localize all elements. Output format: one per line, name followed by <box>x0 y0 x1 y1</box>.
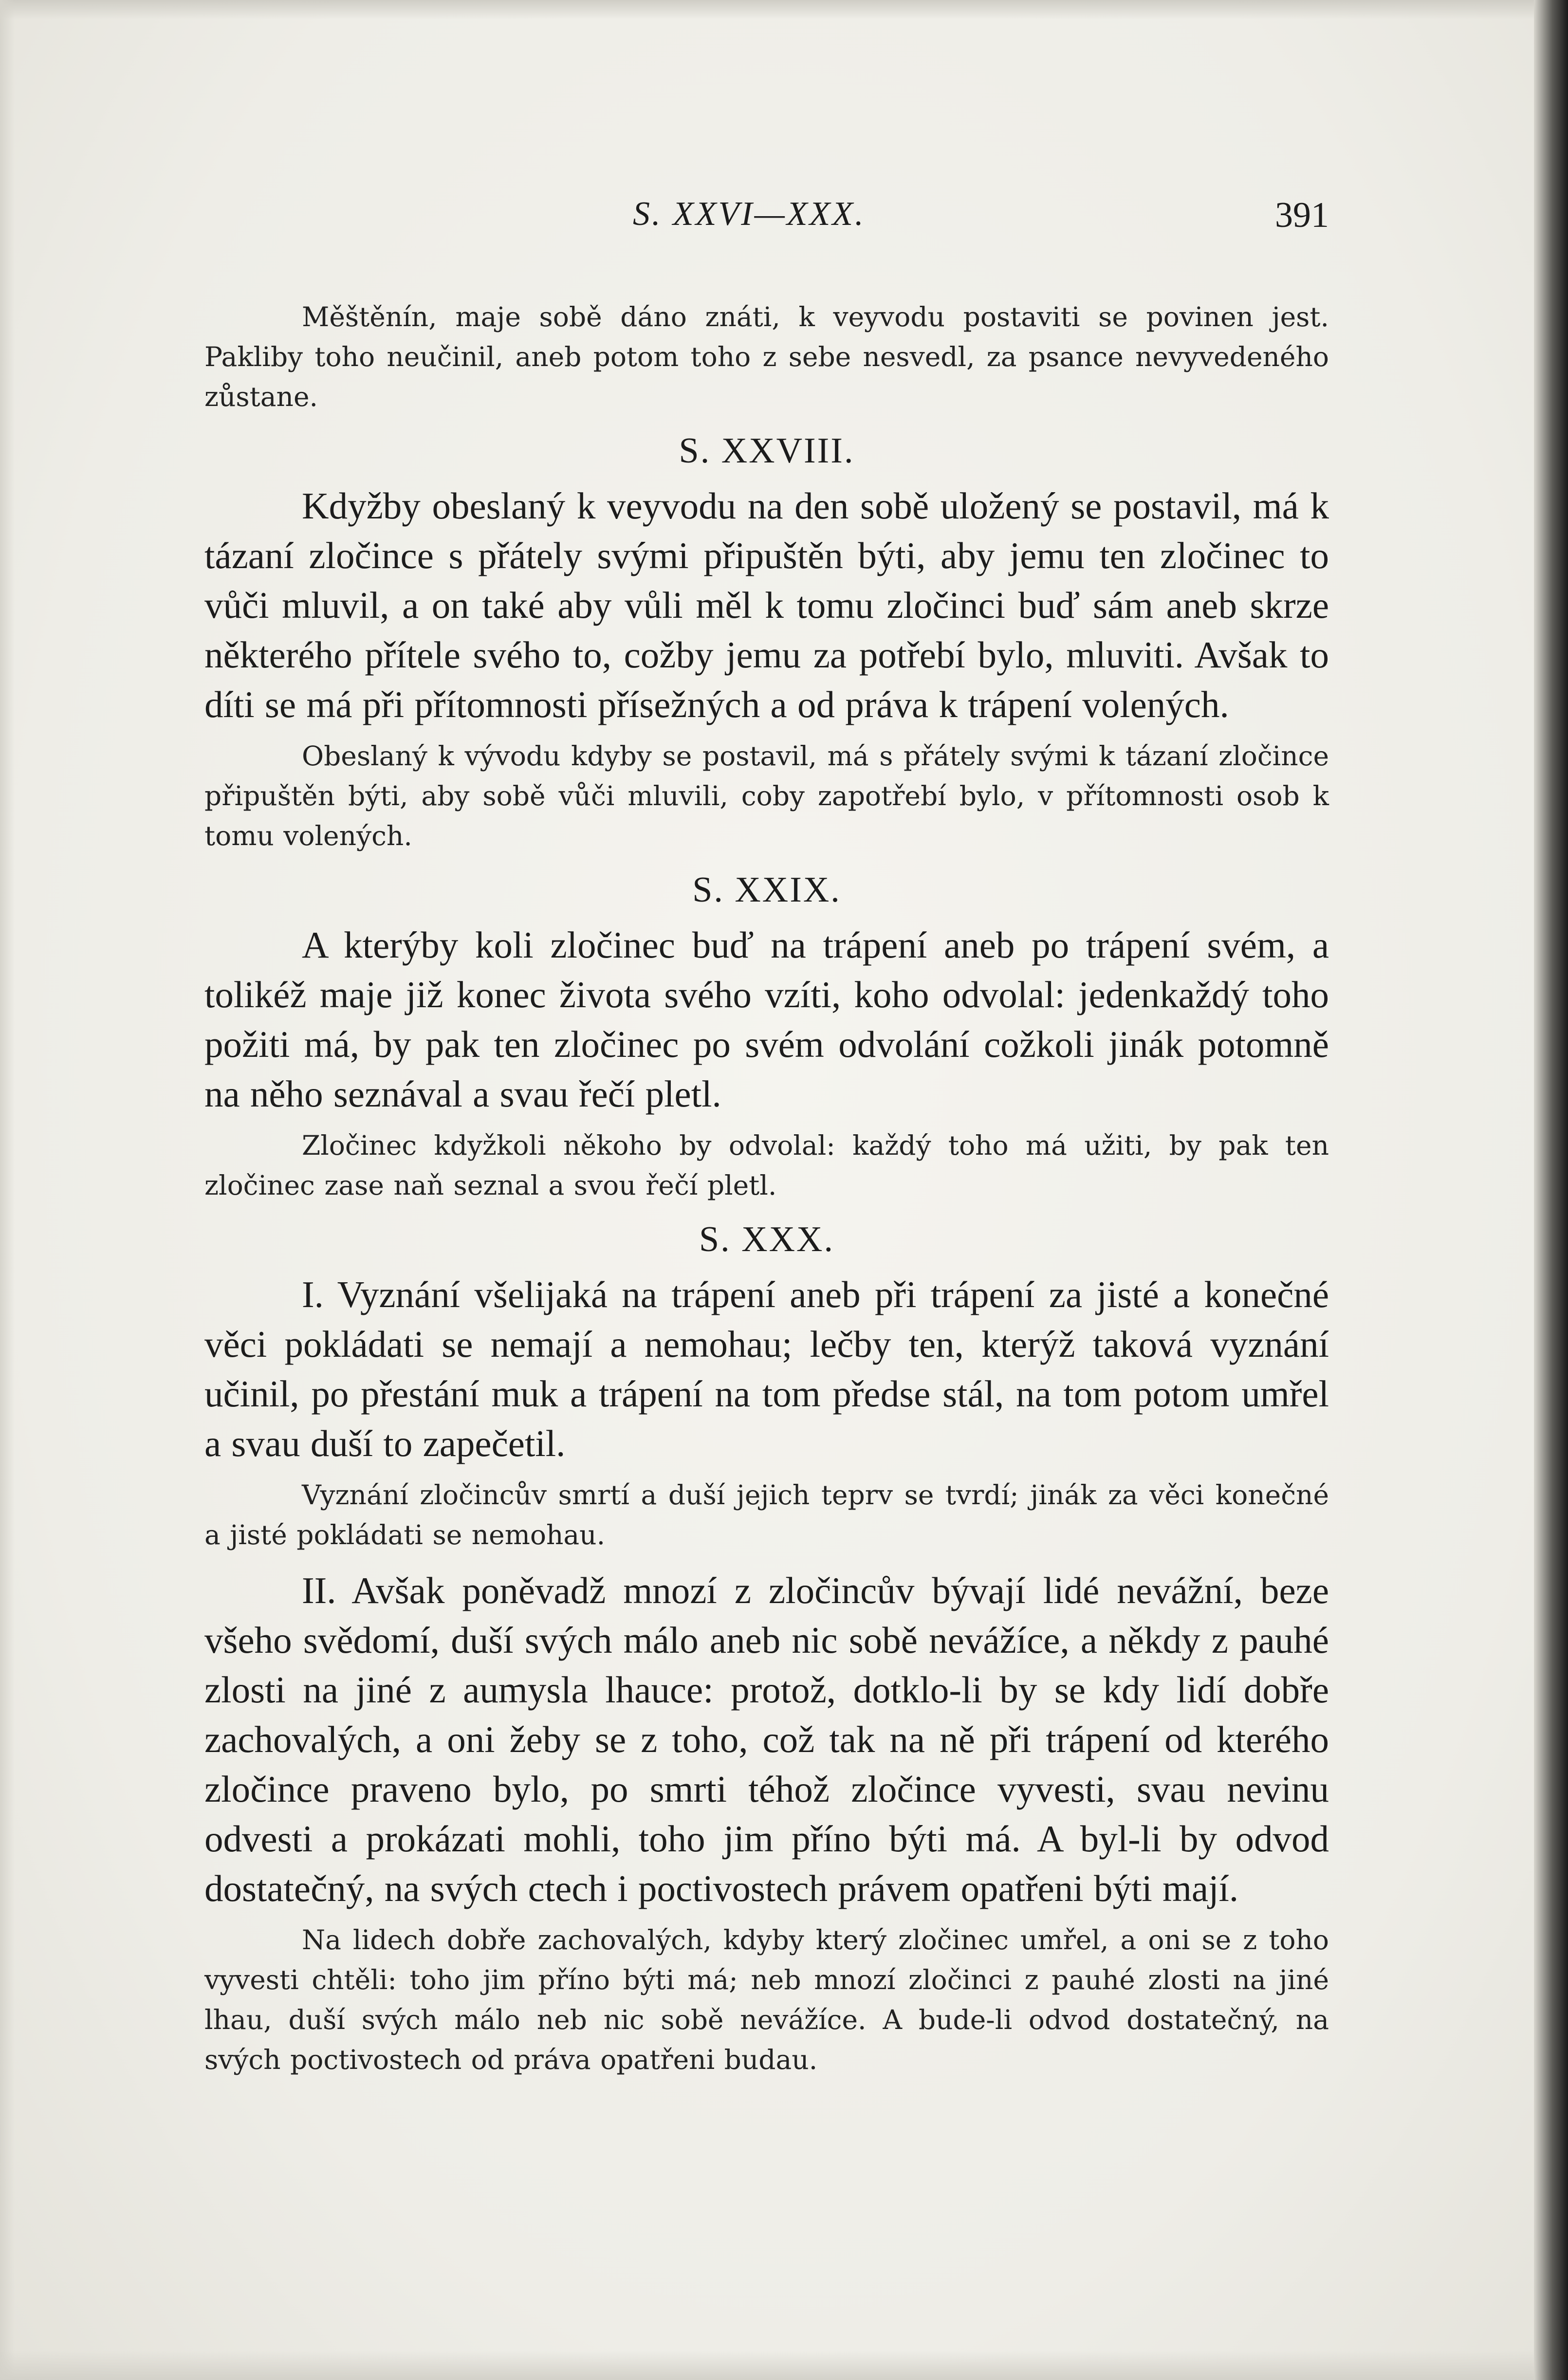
running-head: S. XXVI—XXX. <box>633 195 866 233</box>
page-edge-right <box>1534 0 1568 2380</box>
section-body-xxx-part-1: I. Vyznání všelijaká na trápení aneb při trápení za jisté a konečné věci pokládati se nemají a nemohau; lečby ten, kterýž taková vyznání učinil, po přestání muk a trápení na tom předse stál, na tom potom umřel a svau duší to zapečetil. <box>204 1273 1329 1464</box>
page-edge-bottom <box>0 2351 1568 2380</box>
page-header <box>633 195 1329 253</box>
summary-note-xxix: Zločinec kdyžkoli někoho by odvolal: každý toho má užiti, by pak ten zločinec zase naň seznal a svou řečí pletl. <box>204 1130 1329 1201</box>
section-title-xxviii: S. XXVIII. <box>679 431 855 471</box>
text-column <box>204 297 1329 2090</box>
page-number: 391 <box>1275 195 1329 235</box>
section-body-xxx-part-2: II. Avšak poněvadž mnozí z zločincův bývají lidé nevážní, beze všeho svědomí, duší svých málo aneb nic sobě nevážíce, a někdy z pauhé zlosti na jiné z aumysla lhauce: protož, dotklo-li by se kdy lidí dobře zachovalých, a oni žeby se z toho, což tak na ně při trápení od kterého zločince praveno bylo, po smrti téhož zločince vyvesti, svau nevinu odvesti a prokázati mohli, toho jim příno býti má. A byl-li by odvod dostatečný, na svých ctech i poctivostech právem opatřeni býti mají. <box>204 1569 1329 1909</box>
marginal-summary-note: Měštěnín, maje sobě dáno znáti, k veyvodu postaviti se povinen jest. Pakliby toho neučinil, aneb potom toho z sebe nesvedl, za psance nevyvedeného zůstane. <box>204 301 1329 412</box>
page-edge-top <box>0 0 1568 19</box>
section-title-xxx: S. XXX. <box>699 1219 834 1259</box>
section-title-xxix: S. XXIX. <box>692 870 841 910</box>
section-body-xxviii: Kdyžby obeslaný k veyvodu na den sobě uložený se postavil, má k tázaní zločince s přátely svými připuštěn býti, aby jemu ten zločinec to vůči mluvil, a on také aby vůli měl k tomu zločinci buď sám aneb skrze některého přítele svého to, cožby jemu za potřebí bylo, mluviti. Avšak to díti se má při přítomnosti přísežných a od práva k trápení volených. <box>204 485 1329 725</box>
section-body-xxix: A kterýby koli zločinec buď na trápení aneb po trápení svém, a tolikéž maje již konec života svého vzíti, koho odvolal: jedenkaždý toho požiti má, by pak ten zločinec po svém odvolání cožkoli jinák potomně na něho seznával a svau řečí pletl. <box>204 924 1329 1115</box>
summary-note-xxviii: Obeslaný k vývodu kdyby se postavil, má s přátely svými k tázaní zločince připuštěn býti, aby sobě vůči mluvili, coby zapotřebí bylo, v přítomnosti osob k tomu volených. <box>204 740 1329 851</box>
summary-note-xxx-part-1: Vyznání zločincův smrtí a duší jejich teprv se tvrdí; jinák za věci konečné a jisté pokládati se nemohau. <box>204 1479 1329 1550</box>
summary-note-xxx-part-2: Na lidech dobře zachovalých, kdyby který zločinec umřel, a oni se z toho vyvesti chtěli: toho jim příno býti má; neb mnozí zločinci z pauhé zlosti na jiné lhau, duší svých málo neb nic sobě nevážíce. A bude-li odvod dostatečný, na svých poctivostech od práva opatřeni budau. <box>204 1924 1329 2075</box>
page-edge-left <box>0 0 15 2380</box>
